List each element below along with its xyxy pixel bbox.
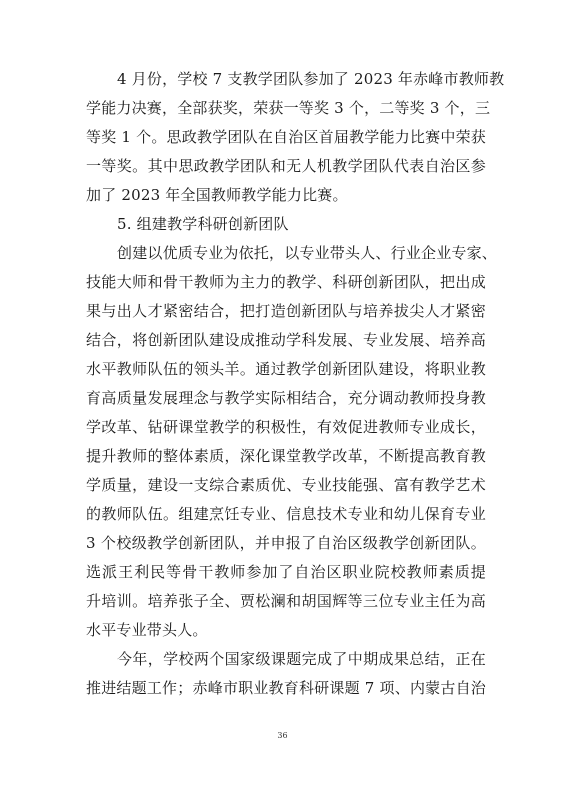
- paragraph-line: 水平教师队伍的领头羊。通过教学创新团队建设，将职业教: [86, 360, 486, 378]
- paragraph-line: 一等奖。其中思政教学团队和无人机教学团队代表自治区参: [86, 157, 486, 175]
- paragraph-line: 今年，学校两个国家级课题完成了中期成果总结，正在: [117, 650, 486, 668]
- paragraph-line: 4 月份，学校 7 支教学团队参加了 2023 年赤峰市教师教: [117, 70, 505, 88]
- paragraph-line: 果与出人才紧密结合，把打造创新团队与培养拔尖人才紧密: [86, 302, 486, 320]
- paragraph-line: 创建以优质专业为依托，以专业带头人、行业企业专家、: [117, 244, 498, 262]
- paragraph-line: 选派王利民等骨干教师参加了自治区职业院校教师素质提: [86, 563, 486, 581]
- paragraph-line: 等奖 1 个。思政教学团队在自治区首届教学能力比赛中荣获: [86, 128, 486, 146]
- paragraph-line: 的教师队伍。组建烹饪专业、信息技术专业和幼儿保育专业: [86, 505, 486, 523]
- paragraph-line: 升培训。培养张子全、贾松澜和胡国辉等三位专业主任为高: [86, 592, 486, 610]
- paragraph-line: 学能力决赛，全部获奖，荣获一等奖 3 个，二等奖 3 个，三: [86, 99, 491, 117]
- paragraph-line: 学质量，建设一支综合素质优、专业技能强、富有教学艺术: [86, 476, 486, 494]
- paragraph-line: 结合，将创新团队建设成推动学科发展、专业发展、培养高: [86, 331, 486, 349]
- paragraph-line: 水平专业带头人。: [86, 621, 208, 639]
- paragraph-line: 技能大师和骨干教师为主力的教学、科研创新团队，把出成: [86, 273, 486, 291]
- paragraph-line: 学改革、钻研课堂教学的积极性，有效促进教师专业成长，: [86, 418, 486, 436]
- paragraph-line: 加了 2023 年全国教师教学能力比赛。: [86, 186, 348, 204]
- paragraph-line: 育高质量发展理念与教学实际相结合，充分调动教师投身教: [86, 389, 486, 407]
- section-heading: 5. 组建教学科研创新团队: [117, 215, 289, 233]
- paragraph-line: 3 个校级教学创新团队，并申报了自治区级教学创新团队。: [86, 534, 486, 552]
- paragraph-line: 提升教师的整体素质，深化课堂教学改革，不断提高教育教: [86, 447, 486, 465]
- page-number: 36: [277, 731, 288, 740]
- paragraph-line: 推进结题工作；赤峰市职业教育科研课题 7 项、内蒙古自治: [86, 679, 486, 697]
